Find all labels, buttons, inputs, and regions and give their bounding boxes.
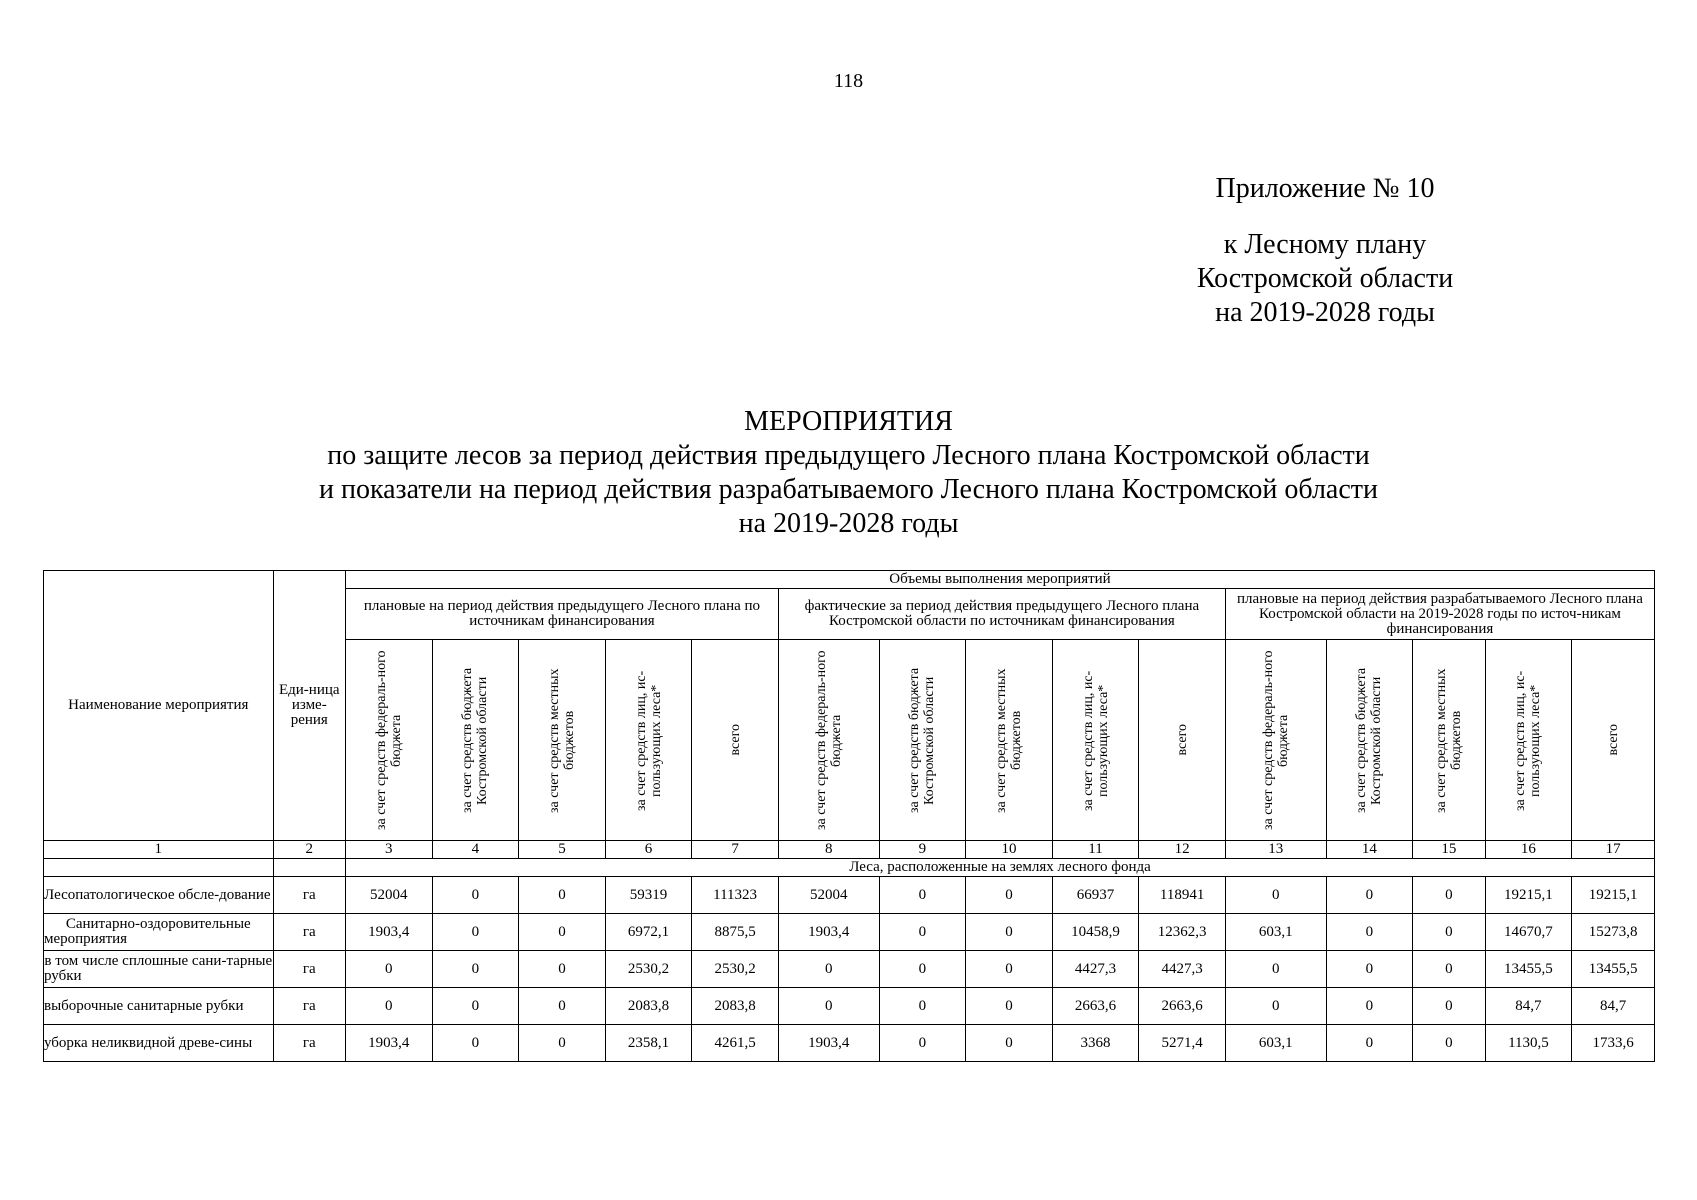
row-unit: га	[273, 914, 345, 951]
header-group-planned-new: плановые на период действия разрабатываемого Лесного плана Костромской области на 2019-2028 годы по источ-никам финансирования	[1225, 589, 1654, 640]
column-number: 5	[519, 841, 606, 859]
section-empty-cell	[273, 859, 345, 877]
row-value: 10458,9	[1052, 914, 1139, 951]
row-value: 0	[1326, 988, 1413, 1025]
title-line: по защите лесов за период действия предыдущего Лесного плана Костромской области	[327, 440, 1370, 471]
appendix-block	[1160, 172, 1490, 330]
row-value: 0	[879, 914, 966, 951]
row-value: 0	[1413, 877, 1485, 914]
row-value: 13455,5	[1485, 951, 1572, 988]
row-value: 0	[966, 951, 1053, 988]
row-value: 0	[432, 951, 519, 988]
subheader-local: за счет средств местных бюджетов	[966, 640, 1053, 841]
row-value: 1733,6	[1572, 1025, 1655, 1062]
row-value: 0	[879, 951, 966, 988]
row-value: 59319	[605, 877, 692, 914]
row-name: в том числе сплошные сани-тарные рубки	[44, 951, 274, 988]
row-value: 52004	[778, 877, 879, 914]
row-value: 118941	[1139, 877, 1226, 914]
row-value: 1903,4	[778, 914, 879, 951]
row-value: 0	[1326, 951, 1413, 988]
header-row	[44, 571, 1655, 589]
table-row	[44, 951, 1655, 988]
table-row	[44, 988, 1655, 1025]
column-numbers-row	[44, 841, 1655, 859]
row-value: 0	[519, 877, 606, 914]
table-body	[44, 877, 1655, 1062]
subheader-local: за счет средств местных бюджетов	[519, 640, 606, 841]
column-number: 2	[273, 841, 345, 859]
row-value: 2083,8	[605, 988, 692, 1025]
section-title: Леса, расположенные на землях лесного фонда	[346, 859, 1655, 877]
row-value: 1903,4	[778, 1025, 879, 1062]
row-name: Санитарно-оздоровительные мероприятия	[44, 914, 274, 951]
subheader-regional: за счет средств бюджета Костромской области	[1326, 640, 1413, 841]
subheader-regional: за счет средств бюджета Костромской области	[432, 640, 519, 841]
title-line: МЕРОПРИЯТИЯ	[744, 406, 953, 437]
row-value: 52004	[346, 877, 433, 914]
column-number: 4	[432, 841, 519, 859]
row-value: 0	[432, 988, 519, 1025]
row-unit: га	[273, 988, 345, 1025]
row-unit: га	[273, 877, 345, 914]
row-value: 0	[1413, 914, 1485, 951]
subheader-total: всего	[1139, 640, 1226, 841]
appendix-line: к Лесному плану	[1223, 229, 1427, 260]
section-empty-cell	[44, 859, 274, 877]
row-value: 0	[519, 988, 606, 1025]
column-number: 13	[1225, 841, 1326, 859]
column-number: 12	[1139, 841, 1226, 859]
row-value: 0	[966, 877, 1053, 914]
column-number: 9	[879, 841, 966, 859]
column-number: 14	[1326, 841, 1413, 859]
row-value: 0	[346, 951, 433, 988]
row-value: 4427,3	[1052, 951, 1139, 988]
row-value: 0	[1413, 988, 1485, 1025]
row-value: 2083,8	[692, 988, 779, 1025]
column-number: 16	[1485, 841, 1572, 859]
row-value: 0	[1413, 951, 1485, 988]
row-value: 14670,7	[1485, 914, 1572, 951]
row-value: 0	[1326, 1025, 1413, 1062]
document-title	[0, 405, 1697, 541]
row-name: выборочные санитарные рубки	[44, 988, 274, 1025]
subheader-total: всего	[692, 640, 779, 841]
row-name: Лесопатологическое обсле-дование	[44, 877, 274, 914]
column-number: 6	[605, 841, 692, 859]
subheader-users: за счет средств лиц, ис-пользующих леса*	[605, 640, 692, 841]
subheader-federal: за счет средств федераль-ного бюджета	[1225, 640, 1326, 841]
row-value: 2530,2	[692, 951, 779, 988]
column-number: 3	[346, 841, 433, 859]
appendix-number: Приложение № 10	[1215, 173, 1435, 204]
column-number: 10	[966, 841, 1053, 859]
row-value: 1903,4	[346, 914, 433, 951]
row-value: 5271,4	[1139, 1025, 1226, 1062]
row-unit: га	[273, 1025, 345, 1062]
row-value: 0	[1413, 1025, 1485, 1062]
row-value: 0	[1326, 877, 1413, 914]
row-value: 0	[879, 1025, 966, 1062]
row-value: 603,1	[1225, 1025, 1326, 1062]
measures-table	[43, 570, 1655, 1062]
row-value: 0	[966, 1025, 1053, 1062]
row-value: 3368	[1052, 1025, 1139, 1062]
row-value: 0	[346, 988, 433, 1025]
row-value: 8875,5	[692, 914, 779, 951]
header-unit: Еди-ница изме-рения	[273, 571, 345, 841]
row-value: 603,1	[1225, 914, 1326, 951]
row-value: 0	[879, 988, 966, 1025]
row-value: 2530,2	[605, 951, 692, 988]
column-number: 15	[1413, 841, 1485, 859]
row-value: 2663,6	[1052, 988, 1139, 1025]
row-value: 0	[778, 988, 879, 1025]
row-value: 1903,4	[346, 1025, 433, 1062]
page-number: 118	[833, 70, 864, 92]
appendix-line: Костромской области	[1196, 263, 1454, 294]
header-group-planned-prev: плановые на период действия предыдущего Лесного плана по источникам финансирования	[346, 589, 779, 640]
table-row	[44, 914, 1655, 951]
row-value: 1130,5	[1485, 1025, 1572, 1062]
row-value: 0	[1225, 988, 1326, 1025]
row-value: 0	[879, 877, 966, 914]
row-value: 0	[1326, 914, 1413, 951]
section-row	[44, 859, 1655, 877]
row-value: 2663,6	[1139, 988, 1226, 1025]
row-value: 4261,5	[692, 1025, 779, 1062]
header-group-actual-prev: фактические за период действия предыдущего Лесного плана Костромской области по источникам финансирования	[778, 589, 1225, 640]
column-number: 1	[44, 841, 274, 859]
row-value: 0	[519, 914, 606, 951]
subheader-users: за счет средств лиц, ис-пользующих леса*	[1052, 640, 1139, 841]
appendix-line: на 2019-2028 годы	[1215, 297, 1435, 328]
row-value: 15273,8	[1572, 914, 1655, 951]
row-value: 2358,1	[605, 1025, 692, 1062]
title-line: на 2019-2028 годы	[738, 508, 959, 539]
subheader-total: всего	[1572, 640, 1655, 841]
subheader-users: за счет средств лиц, ис-пользующих леса*	[1485, 640, 1572, 841]
header-name: Наименование мероприятия	[44, 571, 274, 841]
row-value: 4427,3	[1139, 951, 1226, 988]
row-value: 19215,1	[1572, 877, 1655, 914]
row-value: 0	[432, 914, 519, 951]
row-value: 0	[1225, 951, 1326, 988]
row-value: 12362,3	[1139, 914, 1226, 951]
table-row	[44, 877, 1655, 914]
row-value: 84,7	[1572, 988, 1655, 1025]
column-number: 11	[1052, 841, 1139, 859]
row-name: уборка неликвидной древе-сины	[44, 1025, 274, 1062]
row-value: 6972,1	[605, 914, 692, 951]
column-number: 7	[692, 841, 779, 859]
header-volumes: Объемы выполнения мероприятий	[346, 571, 1655, 589]
row-value: 84,7	[1485, 988, 1572, 1025]
table-row	[44, 1025, 1655, 1062]
row-value: 0	[966, 914, 1053, 951]
row-value: 0	[1225, 877, 1326, 914]
subheader-federal: за счет средств федераль-ного бюджета	[778, 640, 879, 841]
row-value: 0	[778, 951, 879, 988]
title-line: и показатели на период действия разрабатываемого Лесного плана Костромской области	[318, 474, 1379, 505]
column-number: 17	[1572, 841, 1655, 859]
row-value: 0	[519, 951, 606, 988]
column-number: 8	[778, 841, 879, 859]
row-value: 66937	[1052, 877, 1139, 914]
subheader-regional: за счет средств бюджета Костромской области	[879, 640, 966, 841]
row-value: 0	[432, 877, 519, 914]
row-value: 111323	[692, 877, 779, 914]
row-value: 19215,1	[1485, 877, 1572, 914]
row-value: 13455,5	[1572, 951, 1655, 988]
row-value: 0	[432, 1025, 519, 1062]
row-unit: га	[273, 951, 345, 988]
subheader-local: за счет средств местных бюджетов	[1413, 640, 1485, 841]
row-value: 0	[966, 988, 1053, 1025]
subheader-federal: за счет средств федераль-ного бюджета	[346, 640, 433, 841]
row-value: 0	[519, 1025, 606, 1062]
